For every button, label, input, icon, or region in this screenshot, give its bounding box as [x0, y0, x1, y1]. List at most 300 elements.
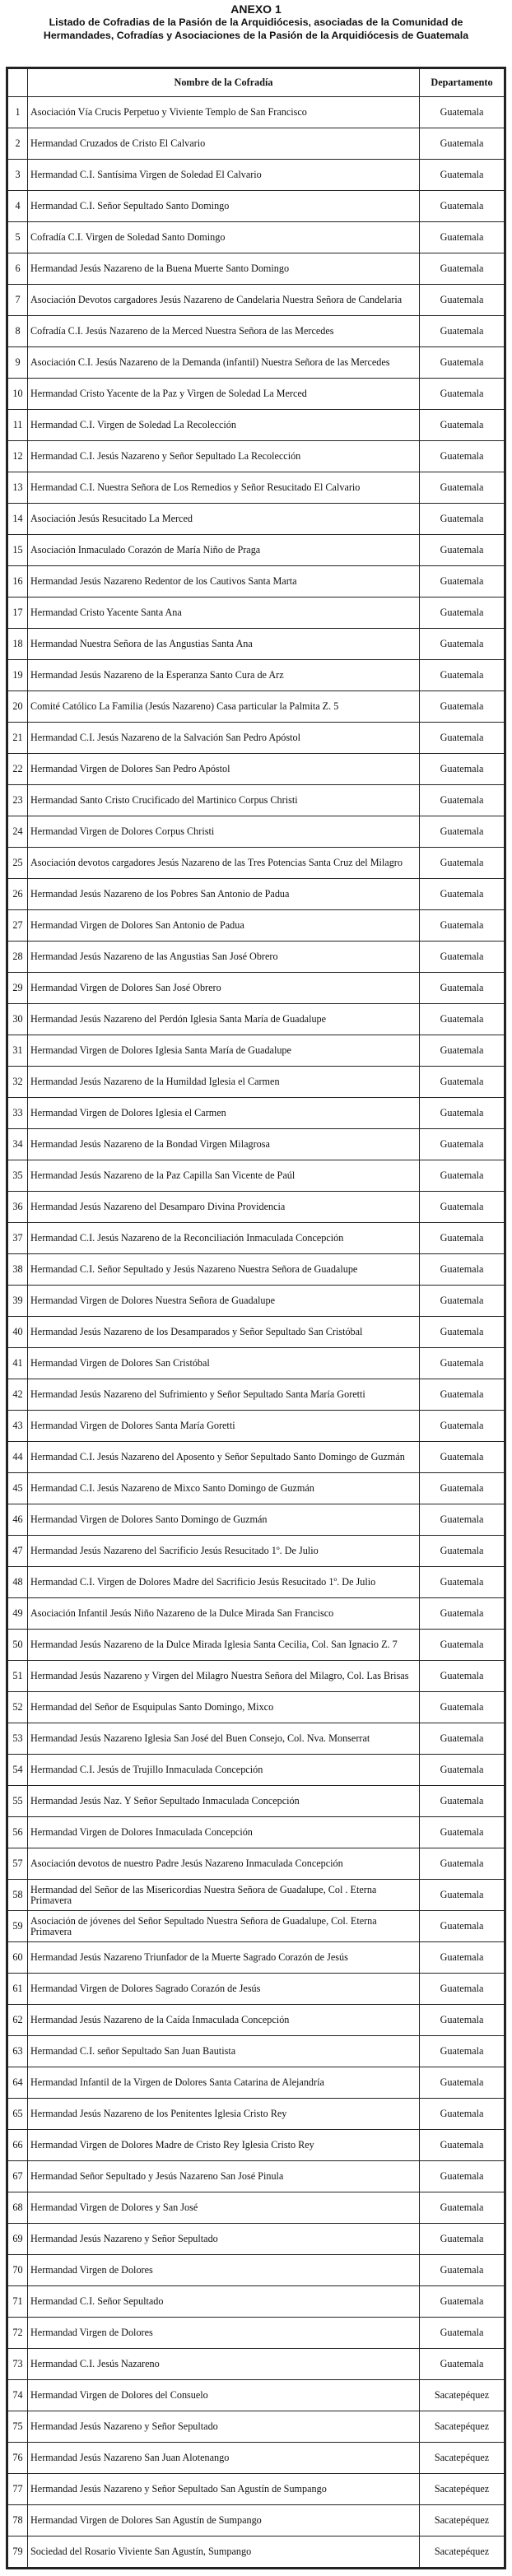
row-number-cell: 50 — [8, 1630, 28, 1661]
row-number-cell: 22 — [8, 754, 28, 785]
department-cell: Guatemala — [420, 1223, 505, 1254]
cofradia-name-cell: Hermandad Jesús Nazareno del Desamparo Divina Providencia — [28, 1192, 420, 1223]
table-row — [8, 1504, 505, 1536]
department-cell: Guatemala — [420, 910, 505, 942]
row-number-cell: 71 — [8, 2286, 28, 2318]
table-row — [8, 1254, 505, 1286]
department-cell: Guatemala — [420, 472, 505, 504]
row-number-cell: 17 — [8, 598, 28, 629]
table-row — [8, 1942, 505, 1974]
row-number-cell: 58 — [8, 1880, 28, 1911]
row-number-cell: 30 — [8, 1004, 28, 1035]
row-number-cell: 24 — [8, 816, 28, 848]
cofradia-name-cell: Hermandad Virgen de Dolores y San José — [28, 2192, 420, 2224]
department-cell: Guatemala — [420, 1911, 505, 1942]
table-row — [8, 2099, 505, 2130]
row-number-cell: 10 — [8, 379, 28, 410]
cofradia-name-cell: Hermandad Jesús Nazareno de los Pobres San Antonio de Padua — [28, 879, 420, 910]
table-row — [8, 379, 505, 410]
department-cell: Guatemala — [420, 535, 505, 566]
row-number-cell: 33 — [8, 1098, 28, 1129]
row-number-cell: 3 — [8, 160, 28, 191]
table-row — [8, 754, 505, 785]
cofradia-name-cell: Hermandad Virgen de Dolores Nuestra Señora de Guadalupe — [28, 1286, 420, 1317]
cofradia-name-cell: Hermandad Señor Sepultado y Jesús Nazareno San José Pinula — [28, 2161, 420, 2192]
department-cell: Guatemala — [420, 97, 505, 128]
row-number-cell: 20 — [8, 691, 28, 723]
row-number-cell: 44 — [8, 1442, 28, 1473]
cofradia-name-cell: Hermandad Jesús Naz. Y Señor Sepultado Inmaculada Concepción — [28, 1786, 420, 1817]
department-cell: Guatemala — [420, 379, 505, 410]
department-cell: Guatemala — [420, 2099, 505, 2130]
row-number-cell: 4 — [8, 191, 28, 222]
table-row — [8, 1723, 505, 1755]
table-row — [8, 1755, 505, 1786]
cofradia-name-cell: Cofradía C.I. Virgen de Soledad Santo Domingo — [28, 222, 420, 253]
cofradia-name-cell: Sociedad del Rosario Viviente San Agustín, Sumpango — [28, 2536, 420, 2568]
cofradia-name-cell: Asociación Jesús Resucitado La Merced — [28, 504, 420, 535]
row-number-cell: 7 — [8, 285, 28, 316]
table-row — [8, 1317, 505, 1348]
table-row — [8, 629, 505, 660]
cofradia-name-cell: Hermandad C.I. Nuestra Señora de Los Remedios y Señor Resucitado El Calvario — [28, 472, 420, 504]
table-row — [8, 504, 505, 535]
cofradia-name-cell: Hermandad Jesús Nazareno de las Angustias San José Obrero — [28, 942, 420, 973]
cofradia-name-cell: Asociación Devotos cargadores Jesús Nazareno de Candelaria Nuestra Señora de Candelaria — [28, 285, 420, 316]
table-row — [8, 2443, 505, 2474]
department-cell: Guatemala — [420, 1755, 505, 1786]
row-number-cell: 42 — [8, 1379, 28, 1411]
document-subtitle-line-2: Hermandades, Cofradías y Asociaciones de la Pasión de la Arquidiócesis de Guatemala — [43, 30, 469, 41]
table-row — [8, 2318, 505, 2349]
row-number-cell: 52 — [8, 1692, 28, 1723]
cofradia-name-cell: Hermandad C.I. Señor Sepultado y Jesús Nazareno Nuestra Señora de Guadalupe — [28, 1254, 420, 1286]
row-number-cell: 73 — [8, 2349, 28, 2380]
row-number-cell: 77 — [8, 2474, 28, 2505]
row-number-cell: 16 — [8, 566, 28, 598]
cofradia-name-cell: Hermandad C.I. Virgen de Soledad La Recolección — [28, 410, 420, 441]
table-row — [8, 1473, 505, 1504]
row-number-cell: 12 — [8, 441, 28, 472]
cofradia-name-cell: Hermandad Cruzados de Cristo El Calvario — [28, 128, 420, 160]
table-row — [8, 410, 505, 441]
cofradia-name-cell: Hermandad Virgen de Dolores Santa María Goretti — [28, 1411, 420, 1442]
row-number-cell: 72 — [8, 2318, 28, 2349]
cofradia-name-cell: Asociación C.I. Jesús Nazareno de la Demanda (infantil) Nuestra Señora de las Mercedes — [28, 347, 420, 379]
cofradia-name-cell: Hermandad Virgen de Dolores Iglesia el Carmen — [28, 1098, 420, 1129]
table-row — [8, 1630, 505, 1661]
department-cell: Guatemala — [420, 2286, 505, 2318]
table-row — [8, 2411, 505, 2443]
table-row — [8, 1567, 505, 1598]
department-cell: Guatemala — [420, 2005, 505, 2036]
department-cell: Guatemala — [420, 1004, 505, 1035]
cofradia-name-cell: Hermandad Virgen de Dolores Inmaculada Concepción — [28, 1817, 420, 1848]
table-row — [8, 97, 505, 128]
cofradia-name-cell: Hermandad Jesús Nazareno y Señor Sepultado — [28, 2411, 420, 2443]
table-row — [8, 1192, 505, 1223]
cofradia-name-cell: Asociación devotos cargadores Jesús Nazareno de las Tres Potencias Santa Cruz del Milagro — [28, 848, 420, 879]
department-cell: Sacatepéquez — [420, 2443, 505, 2474]
table-row — [8, 2505, 505, 2536]
table-row — [8, 973, 505, 1004]
row-number-cell: 66 — [8, 2130, 28, 2161]
department-cell: Guatemala — [420, 1286, 505, 1317]
cofradia-name-cell: Hermandad Jesús Nazareno de la Bondad Virgen Milagrosa — [28, 1129, 420, 1160]
row-number-cell: 59 — [8, 1911, 28, 1942]
department-cell: Guatemala — [420, 2067, 505, 2099]
table-row — [8, 2067, 505, 2099]
cofradia-name-cell: Hermandad C.I. Jesús Nazareno de la Reconciliación Inmaculada Concepción — [28, 1223, 420, 1254]
table-row — [8, 1974, 505, 2005]
department-cell: Guatemala — [420, 1254, 505, 1286]
table-row — [8, 2224, 505, 2255]
row-number-cell: 43 — [8, 1411, 28, 1442]
department-cell: Guatemala — [420, 441, 505, 472]
cofradia-name-cell: Hermandad Virgen de Dolores San Antonio de Padua — [28, 910, 420, 942]
table-row — [8, 191, 505, 222]
cofradia-name-cell: Hermandad Virgen de Dolores San Pedro Apóstol — [28, 754, 420, 785]
table-row — [8, 1004, 505, 1035]
department-cell: Guatemala — [420, 316, 505, 347]
row-number-cell: 69 — [8, 2224, 28, 2255]
table-row — [8, 785, 505, 816]
cofradia-name-cell: Hermandad Jesús Nazareno y Virgen del Milagro Nuestra Señora del Milagro, Col. Las Brisas — [28, 1661, 420, 1692]
cofradia-name-cell: Hermandad C.I. Señor Sepultado Santo Domingo — [28, 191, 420, 222]
department-cell: Guatemala — [420, 816, 505, 848]
department-cell: Guatemala — [420, 2318, 505, 2349]
table-row — [8, 1848, 505, 1880]
cofradia-name-cell: Hermandad Virgen de Dolores — [28, 2318, 420, 2349]
table-row — [8, 2474, 505, 2505]
cofradia-name-cell: Hermandad Virgen de Dolores San Cristóbal — [28, 1348, 420, 1379]
table-row — [8, 942, 505, 973]
cofradia-name-cell: Hermandad C.I. Jesús Nazareno — [28, 2349, 420, 2380]
department-cell: Guatemala — [420, 347, 505, 379]
table-header — [8, 69, 505, 97]
row-number-cell: 36 — [8, 1192, 28, 1223]
cofradia-name-cell: Hermandad Jesús Nazareno y Señor Sepultado — [28, 2224, 420, 2255]
cofradia-name-cell: Hermandad Cristo Yacente de la Paz y Virgen de Soledad La Merced — [28, 379, 420, 410]
table-row — [8, 879, 505, 910]
table-row — [8, 1223, 505, 1254]
cofradia-name-cell: Cofradía C.I. Jesús Nazareno de la Merced Nuestra Señora de las Mercedes — [28, 316, 420, 347]
department-cell: Guatemala — [420, 1598, 505, 1630]
table-row — [8, 128, 505, 160]
department-cell: Sacatepéquez — [420, 2474, 505, 2505]
table-row — [8, 1817, 505, 1848]
department-cell: Guatemala — [420, 1035, 505, 1067]
row-number-cell: 9 — [8, 347, 28, 379]
table-row — [8, 160, 505, 191]
table-row — [8, 910, 505, 942]
cofradia-name-cell: Hermandad C.I. Virgen de Dolores Madre del Sacrificio Jesús Resucitado 1º. De Julio — [28, 1567, 420, 1598]
table-body — [8, 97, 505, 2568]
table-row — [8, 598, 505, 629]
department-cell: Guatemala — [420, 1504, 505, 1536]
row-number-cell: 47 — [8, 1536, 28, 1567]
department-cell: Guatemala — [420, 973, 505, 1004]
cofradias-table — [7, 68, 505, 2568]
table-row — [8, 441, 505, 472]
row-number-cell: 56 — [8, 1817, 28, 1848]
table-row — [8, 2380, 505, 2411]
cofradia-name-cell: Hermandad Virgen de Dolores — [28, 2255, 420, 2286]
cofradia-name-cell: Hermandad del Señor de las Misericordias Nuestra Señora de Guadalupe, Col . Eterna Primavera — [28, 1880, 420, 1911]
table-row — [8, 535, 505, 566]
cofradia-name-cell: Hermandad Infantil de la Virgen de Dolores Santa Catarina de Alejandría — [28, 2067, 420, 2099]
table-row — [8, 691, 505, 723]
department-cell: Guatemala — [420, 1536, 505, 1567]
table-row — [8, 1598, 505, 1630]
department-cell: Guatemala — [420, 848, 505, 879]
cofradia-name-cell: Hermandad Virgen de Dolores del Consuelo — [28, 2380, 420, 2411]
table-row — [8, 2286, 505, 2318]
cofradia-name-cell: Hermandad Jesús Nazareno Redentor de los Cautivos Santa Marta — [28, 566, 420, 598]
column-header-number — [8, 69, 28, 97]
cofradia-name-cell: Hermandad C.I. Jesús Nazareno y Señor Sepultado La Recolección — [28, 441, 420, 472]
department-cell: Sacatepéquez — [420, 2411, 505, 2443]
table-row — [8, 2130, 505, 2161]
department-cell: Guatemala — [420, 285, 505, 316]
cofradia-name-cell: Hermandad C.I. Santísima Virgen de Soledad El Calvario — [28, 160, 420, 191]
row-number-cell: 53 — [8, 1723, 28, 1755]
row-number-cell: 6 — [8, 253, 28, 285]
cofradia-name-cell: Hermandad del Señor de Esquipulas Santo Domingo, Mixco — [28, 1692, 420, 1723]
row-number-cell: 60 — [8, 1942, 28, 1974]
cofradia-name-cell: Hermandad C.I. Jesús Nazareno de la Salvación San Pedro Apóstol — [28, 723, 420, 754]
table-row — [8, 1661, 505, 1692]
table-row — [8, 2005, 505, 2036]
column-header-name: Nombre de la Cofradía — [28, 69, 420, 97]
department-cell: Guatemala — [420, 1848, 505, 1880]
table-row — [8, 1411, 505, 1442]
row-number-cell: 38 — [8, 1254, 28, 1286]
row-number-cell: 68 — [8, 2192, 28, 2224]
row-number-cell: 57 — [8, 1848, 28, 1880]
table-row — [8, 1911, 505, 1942]
table-row — [8, 2536, 505, 2568]
row-number-cell: 34 — [8, 1129, 28, 1160]
cofradia-name-cell: Hermandad Jesús Nazareno Triunfador de la Muerte Sagrado Corazón de Jesús — [28, 1942, 420, 1974]
table-row — [8, 2036, 505, 2067]
department-cell: Guatemala — [420, 1067, 505, 1098]
row-number-cell: 14 — [8, 504, 28, 535]
cofradia-name-cell: Asociación Vía Crucis Perpetuo y Viviente Templo de San Francisco — [28, 97, 420, 128]
row-number-cell: 1 — [8, 97, 28, 128]
department-cell: Sacatepéquez — [420, 2380, 505, 2411]
row-number-cell: 27 — [8, 910, 28, 942]
department-cell: Guatemala — [420, 1473, 505, 1504]
table-row — [8, 566, 505, 598]
department-cell: Guatemala — [420, 942, 505, 973]
table-row — [8, 1129, 505, 1160]
cofradia-name-cell: Hermandad C.I. señor Sepultado San Juan Bautista — [28, 2036, 420, 2067]
department-cell: Guatemala — [420, 1379, 505, 1411]
row-number-cell: 40 — [8, 1317, 28, 1348]
cofradia-name-cell: Hermandad Jesús Nazareno del Sacrificio Jesús Resucitado 1º. De Julio — [28, 1536, 420, 1567]
cofradia-name-cell: Hermandad Nuestra Señora de las Angustias Santa Ana — [28, 629, 420, 660]
row-number-cell: 8 — [8, 316, 28, 347]
row-number-cell: 64 — [8, 2067, 28, 2099]
table-row — [8, 723, 505, 754]
cofradia-name-cell: Hermandad Jesús Nazareno y Señor Sepultado San Agustín de Sumpango — [28, 2474, 420, 2505]
row-number-cell: 2 — [8, 128, 28, 160]
row-number-cell: 76 — [8, 2443, 28, 2474]
row-number-cell: 15 — [8, 535, 28, 566]
table-row — [8, 660, 505, 691]
department-cell: Guatemala — [420, 566, 505, 598]
row-number-cell: 13 — [8, 472, 28, 504]
cofradia-name-cell: Hermandad Virgen de Dolores San Agustín de Sumpango — [28, 2505, 420, 2536]
department-cell: Guatemala — [420, 1160, 505, 1192]
row-number-cell: 37 — [8, 1223, 28, 1254]
cofradia-name-cell: Hermandad C.I. Jesús Nazareno del Aposento y Señor Sepultado Santo Domingo de Guzmán — [28, 1442, 420, 1473]
row-number-cell: 32 — [8, 1067, 28, 1098]
department-cell: Guatemala — [420, 1098, 505, 1129]
table-row — [8, 2255, 505, 2286]
department-cell: Guatemala — [420, 1630, 505, 1661]
department-cell: Guatemala — [420, 160, 505, 191]
department-cell: Guatemala — [420, 504, 505, 535]
table-row — [8, 1692, 505, 1723]
cofradia-name-cell: Hermandad Virgen de Dolores Iglesia Santa María de Guadalupe — [28, 1035, 420, 1067]
department-cell: Guatemala — [420, 660, 505, 691]
table-row — [8, 1880, 505, 1911]
row-number-cell: 49 — [8, 1598, 28, 1630]
table-row — [8, 1286, 505, 1317]
department-cell: Guatemala — [420, 691, 505, 723]
cofradia-name-cell: Hermandad C.I. Jesús Nazareno de Mixco Santo Domingo de Guzmán — [28, 1473, 420, 1504]
row-number-cell: 55 — [8, 1786, 28, 1817]
row-number-cell: 62 — [8, 2005, 28, 2036]
department-cell: Guatemala — [420, 1692, 505, 1723]
row-number-cell: 67 — [8, 2161, 28, 2192]
table-row — [8, 347, 505, 379]
row-number-cell: 41 — [8, 1348, 28, 1379]
department-cell: Guatemala — [420, 2192, 505, 2224]
row-number-cell: 65 — [8, 2099, 28, 2130]
department-cell: Guatemala — [420, 785, 505, 816]
cofradia-name-cell: Hermandad Santo Cristo Crucificado del Martinico Corpus Christi — [28, 785, 420, 816]
row-number-cell: 21 — [8, 723, 28, 754]
row-number-cell: 51 — [8, 1661, 28, 1692]
cofradia-name-cell: Asociación Infantil Jesús Niño Nazareno de la Dulce Mirada San Francisco — [28, 1598, 420, 1630]
cofradia-name-cell: Hermandad Virgen de Dolores Madre de Cristo Rey Iglesia Cristo Rey — [28, 2130, 420, 2161]
table-row — [8, 2349, 505, 2380]
cofradia-name-cell: Hermandad Jesús Nazareno de la Caída Inmaculada Concepción — [28, 2005, 420, 2036]
department-cell: Guatemala — [420, 1317, 505, 1348]
row-number-cell: 25 — [8, 848, 28, 879]
department-cell: Guatemala — [420, 1348, 505, 1379]
table-row — [8, 2161, 505, 2192]
row-number-cell: 74 — [8, 2380, 28, 2411]
table-row — [8, 1035, 505, 1067]
table-row — [8, 253, 505, 285]
table-row — [8, 1348, 505, 1379]
row-number-cell: 61 — [8, 1974, 28, 2005]
cofradia-name-cell: Hermandad Virgen de Dolores Corpus Christi — [28, 816, 420, 848]
row-number-cell: 5 — [8, 222, 28, 253]
row-number-cell: 39 — [8, 1286, 28, 1317]
cofradia-name-cell: Hermandad Virgen de Dolores San José Obrero — [28, 973, 420, 1004]
cofradia-name-cell: Asociación Inmaculado Corazón de María Niño de Praga — [28, 535, 420, 566]
table-row — [8, 1536, 505, 1567]
department-cell: Guatemala — [420, 191, 505, 222]
department-cell: Guatemala — [420, 754, 505, 785]
department-cell: Guatemala — [420, 1786, 505, 1817]
department-cell: Guatemala — [420, 1442, 505, 1473]
document-subtitle-line-1: Listado de Cofradias de la Pasión de la Arquidiócesis, asociadas de la Comunidad de — [49, 16, 463, 28]
cofradia-name-cell: Hermandad Jesús Nazareno de la Buena Muerte Santo Domingo — [28, 253, 420, 285]
department-cell: Guatemala — [420, 2349, 505, 2380]
cofradia-name-cell: Hermandad Virgen de Dolores Santo Domingo de Guzmán — [28, 1504, 420, 1536]
cofradia-name-cell: Hermandad Jesús Nazareno de la Dulce Mirada Iglesia Santa Cecilia, Col. San Ignacio Z. 7 — [28, 1630, 420, 1661]
table-row — [8, 1379, 505, 1411]
cofradia-name-cell: Comité Católico La Familia (Jesús Nazareno) Casa particular la Palmita Z. 5 — [28, 691, 420, 723]
table-row — [8, 1442, 505, 1473]
row-number-cell: 48 — [8, 1567, 28, 1598]
department-cell: Guatemala — [420, 629, 505, 660]
cofradia-name-cell: Asociación de jóvenes del Señor Sepultado Nuestra Señora de Guadalupe, Col. Eterna Primavera — [28, 1911, 420, 1942]
table-row — [8, 472, 505, 504]
department-cell: Guatemala — [420, 2255, 505, 2286]
cofradia-name-cell: Hermandad Jesús Nazareno San Juan Alotenango — [28, 2443, 420, 2474]
row-number-cell: 31 — [8, 1035, 28, 1067]
department-cell: Guatemala — [420, 2161, 505, 2192]
department-cell: Guatemala — [420, 222, 505, 253]
department-cell: Guatemala — [420, 1661, 505, 1692]
cofradia-name-cell: Hermandad Jesús Nazareno de la Esperanza Santo Cura de Arz — [28, 660, 420, 691]
table-row — [8, 816, 505, 848]
row-number-cell: 18 — [8, 629, 28, 660]
table-row — [8, 848, 505, 879]
department-cell: Guatemala — [420, 1567, 505, 1598]
department-cell: Guatemala — [420, 253, 505, 285]
row-number-cell: 70 — [8, 2255, 28, 2286]
row-number-cell: 75 — [8, 2411, 28, 2443]
department-cell: Guatemala — [420, 1880, 505, 1911]
department-cell: Guatemala — [420, 1817, 505, 1848]
department-cell: Guatemala — [420, 2036, 505, 2067]
department-cell: Guatemala — [420, 723, 505, 754]
cofradia-name-cell: Hermandad Cristo Yacente Santa Ana — [28, 598, 420, 629]
cofradia-name-cell: Hermandad Jesús Nazareno Iglesia San José del Buen Consejo, Col. Nva. Monserrat — [28, 1723, 420, 1755]
cofradia-name-cell: Hermandad Jesús Nazareno de los Desamparados y Señor Sepultado San Cristóbal — [28, 1317, 420, 1348]
department-cell: Guatemala — [420, 1942, 505, 1974]
table-row — [8, 222, 505, 253]
row-number-cell: 28 — [8, 942, 28, 973]
cofradia-name-cell: Asociación devotos de nuestro Padre Jesús Nazareno Inmaculada Concepción — [28, 1848, 420, 1880]
row-number-cell: 79 — [8, 2536, 28, 2568]
table-row — [8, 2192, 505, 2224]
row-number-cell: 54 — [8, 1755, 28, 1786]
row-number-cell: 46 — [8, 1504, 28, 1536]
table-row — [8, 285, 505, 316]
column-header-department: Departamento — [420, 69, 505, 97]
table-row — [8, 1067, 505, 1098]
department-cell: Sacatepéquez — [420, 2505, 505, 2536]
table-row — [8, 1098, 505, 1129]
department-cell: Guatemala — [420, 128, 505, 160]
department-cell: Guatemala — [420, 2130, 505, 2161]
cofradia-name-cell: Hermandad C.I. Señor Sepultado — [28, 2286, 420, 2318]
department-cell: Guatemala — [420, 1723, 505, 1755]
department-cell: Guatemala — [420, 1411, 505, 1442]
cofradia-name-cell: Hermandad Virgen de Dolores Sagrado Corazón de Jesús — [28, 1974, 420, 2005]
cofradia-name-cell: Hermandad Jesús Nazareno del Perdón Iglesia Santa María de Guadalupe — [28, 1004, 420, 1035]
table-row — [8, 1786, 505, 1817]
